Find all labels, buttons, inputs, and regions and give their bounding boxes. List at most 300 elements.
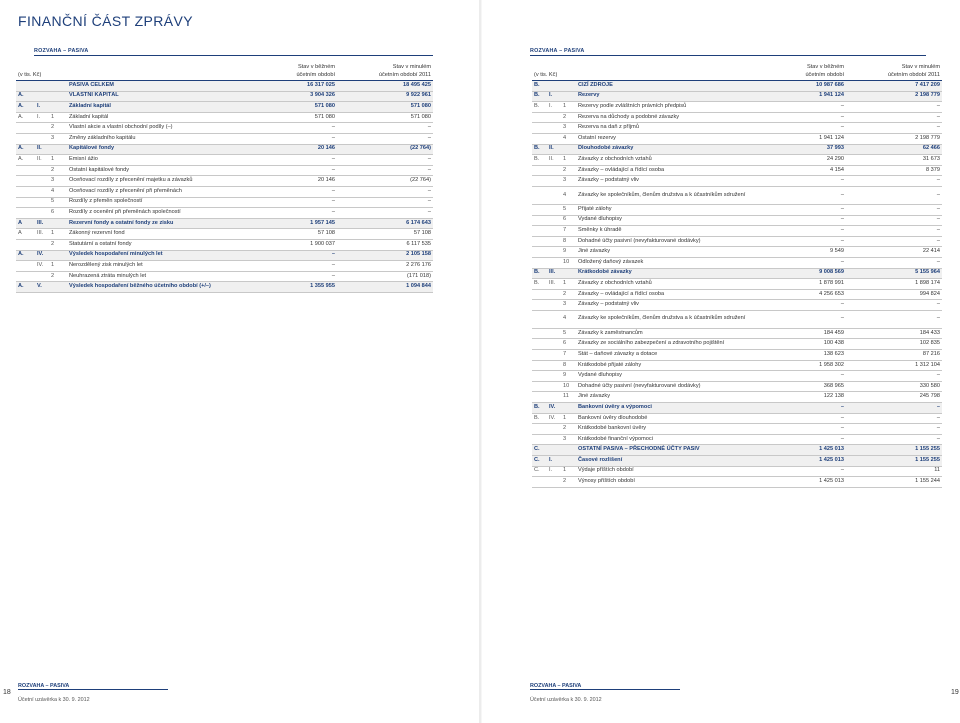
row-code-section: B. [532,279,547,290]
row-code-section [532,186,547,204]
row-current-value: 1 878 991 [754,279,846,290]
left-table-row [16,282,433,293]
left-header-row-2 [16,72,433,81]
row-code-item: 5 [561,204,576,215]
row-code-group [547,371,561,382]
row-code-item: 3 [561,123,576,134]
row-code-item: 9 [561,247,576,258]
row-label: Závazky z obchodních vztahů [576,279,754,290]
row-prior-value: 6 174 643 [337,218,433,229]
row-code-group [547,339,561,350]
row-code-group [35,123,49,134]
row-code-group: I. [547,91,561,102]
row-label: Závazky ke společníkům, členům družstva a k účastníkům sdružení [576,186,754,204]
left-table-row [16,218,433,229]
row-code-item [49,91,67,102]
right-table-row [532,360,942,371]
row-prior-value: – [846,403,942,414]
row-code-group: II. [547,155,561,166]
row-prior-value: 571 080 [337,112,433,123]
row-code-item: 1 [561,466,576,477]
row-code-item: 1 [561,102,576,113]
row-code-item [49,218,67,229]
row-current-value: 37 993 [754,144,846,155]
row-current-value: – [754,371,846,382]
row-current-value: 184 459 [754,328,846,339]
row-code-item [49,144,67,155]
row-label: Rezerva na důchody a podobné závazky [576,112,754,123]
row-code-group [35,208,49,219]
row-prior-value: – [846,300,942,311]
row-code-item [49,81,67,92]
right-table-row [532,392,942,403]
right-table-row [532,81,942,92]
row-code-section [532,350,547,361]
row-prior-value: 2 276 176 [337,261,433,272]
right-table-row [532,403,942,414]
row-code-item: 1 [561,155,576,166]
row-label: Výdaje příštích období [576,466,754,477]
row-current-value: 1 941 124 [754,133,846,144]
row-code-section: A. [16,250,35,261]
right-table-row [532,215,942,226]
right-table-row [532,236,942,247]
row-current-value: – [243,123,337,134]
row-label: Vydané dluhopisy [576,371,754,382]
row-code-group: III. [547,279,561,290]
row-prior-value: 62 466 [846,144,942,155]
row-code-section: C. [532,466,547,477]
row-prior-value: (22 764) [337,176,433,187]
left-col-prior-head: Stav v minulém [392,64,431,71]
row-code-section [16,165,35,176]
row-code-group [547,424,561,435]
row-code-item: 2 [49,165,67,176]
row-label: Rezerva na daň z příjmů [576,123,754,134]
row-current-value: – [243,155,337,166]
row-current-value: – [754,300,846,311]
row-code-section [532,381,547,392]
row-prior-value: 1 155 255 [846,445,942,456]
row-label: PASIVA CELKEM [67,81,243,92]
row-code-section [532,392,547,403]
right-table-row [532,155,942,166]
right-table-row [532,226,942,237]
row-prior-value: 8 379 [846,165,942,176]
row-current-value: 4 256 653 [754,289,846,300]
left-table-row [16,250,433,261]
row-prior-value: 184 433 [846,328,942,339]
row-prior-value: – [846,112,942,123]
row-label: Odložený daňový závazek [576,257,754,268]
row-label: Rozdíly z ocenění při přeměnách společností [67,208,243,219]
row-code-section [16,123,35,134]
row-code-item [561,445,576,456]
row-prior-value: 2 198 779 [846,133,942,144]
row-code-group [547,445,561,456]
row-code-section [532,236,547,247]
row-code-group [547,350,561,361]
row-prior-value: – [337,208,433,219]
right-table-row [532,310,942,328]
row-label: Dohadné účty pasivní (nevyfakturované dodávky) [576,381,754,392]
row-code-item [561,144,576,155]
row-prior-value: 5 155 964 [846,268,942,279]
row-current-value: 1 941 124 [754,91,846,102]
row-label: Emisní ážio [67,155,243,166]
row-code-group [35,133,49,144]
left-balance-table [16,64,433,293]
row-current-value: 368 965 [754,381,846,392]
right-table-row [532,456,942,467]
row-label: Ostatní rezervy [576,133,754,144]
row-label: Závazky ze sociálního zabezpečení a zdravotního pojištění [576,339,754,350]
row-code-section: B. [532,403,547,414]
row-prior-value: 1 155 244 [846,477,942,488]
row-code-item: 4 [561,186,576,204]
row-code-group [547,133,561,144]
row-current-value: – [754,257,846,268]
row-current-value: 571 080 [243,102,337,113]
right-page-number: 19 [951,689,959,696]
row-code-group [35,81,49,92]
row-code-item: 2 [49,123,67,134]
right-table-row [532,91,942,102]
row-prior-value: – [846,236,942,247]
row-code-group [547,165,561,176]
row-code-item: 1 [49,155,67,166]
row-code-item: 2 [561,289,576,300]
row-code-section [532,300,547,311]
row-code-group: II. [35,155,49,166]
row-label: Oceňovací rozdíly z přecenění majetku a závazků [67,176,243,187]
row-current-value: – [243,250,337,261]
right-table-row [532,434,942,445]
right-table-row [532,350,942,361]
row-code-group: I. [547,102,561,113]
row-code-section [532,371,547,382]
row-code-group [547,300,561,311]
row-code-group [547,236,561,247]
row-current-value: 57 108 [243,229,337,240]
row-code-section [532,165,547,176]
left-table-row [16,155,433,166]
right-col-prior-sub: účetním období 2011 [846,72,942,81]
right-col-current-head: Stav v běžném [807,64,844,71]
row-code-group [547,112,561,123]
row-label: Základní kapitál [67,112,243,123]
left-table-row [16,229,433,240]
row-code-item: 5 [49,197,67,208]
row-current-value: 1 900 037 [243,239,337,250]
left-header-row-1 [16,64,433,72]
right-header-row-1 [532,64,942,72]
row-code-item: 8 [561,236,576,247]
row-code-group: IV. [35,250,49,261]
row-current-value: 20 146 [243,176,337,187]
row-prior-value: – [846,424,942,435]
row-label: Bankovní úvěry a výpomoci [576,403,754,414]
row-prior-value: 1 094 844 [337,282,433,293]
row-code-item: 1 [49,229,67,240]
row-prior-value: (171 018) [337,271,433,282]
right-table-row [532,112,942,123]
row-code-section [532,424,547,435]
row-current-value: – [754,112,846,123]
right-table-row [532,133,942,144]
row-code-item: 1 [49,261,67,272]
row-label: Krátkodobé závazky [576,268,754,279]
row-prior-value: – [846,102,942,113]
row-label: Jiné závazky [576,247,754,258]
row-current-value: – [243,208,337,219]
left-table-row [16,123,433,134]
row-prior-value: 18 495 425 [337,81,433,92]
row-label: Výsledek hospodaření minulých let [67,250,243,261]
row-code-section [532,339,547,350]
left-table-row [16,186,433,197]
row-current-value: – [243,186,337,197]
row-label: Dlouhodobé závazky [576,144,754,155]
row-current-value: 571 080 [243,112,337,123]
row-current-value: – [243,133,337,144]
row-current-value: – [754,123,846,134]
right-footer-label: ROZVAHA – PASIVA [530,683,582,689]
row-code-section [532,289,547,300]
right-page [482,0,960,723]
row-code-group [35,165,49,176]
left-table-row [16,112,433,123]
row-prior-value: – [846,204,942,215]
row-current-value: – [243,261,337,272]
row-label: Závazky – podstatný vliv [576,300,754,311]
row-prior-value: 1 898 174 [846,279,942,290]
row-label: Ostatní kapitálové fondy [67,165,243,176]
row-prior-value: 2 198 779 [846,91,942,102]
right-table-row [532,176,942,187]
row-code-group [547,477,561,488]
left-table-row [16,176,433,187]
row-code-item: 2 [561,477,576,488]
row-code-item: 10 [561,381,576,392]
row-code-group [35,186,49,197]
row-code-section [532,477,547,488]
row-label: Závazky – ovládající a řídící osoba [576,289,754,300]
row-code-section [532,133,547,144]
right-table-row [532,123,942,134]
row-current-value: – [754,236,846,247]
row-current-value: – [754,466,846,477]
row-label: Vydané dluhopisy [576,215,754,226]
right-balance-table [532,64,942,488]
row-code-section: A [16,218,35,229]
row-label: Oceňovací rozdíly z přecenění při přeměnách [67,186,243,197]
left-page-number: 18 [3,689,11,696]
row-label: Stát – daňové závazky a dotace [576,350,754,361]
right-section-rule [530,55,926,56]
row-code-item: 3 [561,434,576,445]
row-prior-value: – [846,123,942,134]
row-prior-value: 87 216 [846,350,942,361]
row-code-item: 8 [561,360,576,371]
row-code-group [547,360,561,371]
row-code-item: 4 [561,310,576,328]
row-code-group [35,91,49,102]
row-code-group [547,186,561,204]
row-code-group: II. [35,144,49,155]
row-code-group [547,328,561,339]
row-code-item: 1 [561,413,576,424]
left-footer-subtitle: Účetní uzávěrka k 30. 9. 2012 [18,697,90,703]
page-title: FINANČNÍ ČÁST ZPRÁVY [18,13,193,29]
row-current-value: 100 438 [754,339,846,350]
row-current-value: – [243,165,337,176]
right-table-row [532,268,942,279]
row-label: Rezervní fondy a ostatní fondy ze zisku [67,218,243,229]
row-label: Závazky – ovládající a řídící osoba [576,165,754,176]
row-current-value: – [754,102,846,113]
left-table-row [16,271,433,282]
row-code-item: 2 [561,424,576,435]
row-code-group [547,257,561,268]
row-label: VLASTNÍ KAPITÁL [67,91,243,102]
row-label: Statutární a ostatní fondy [67,239,243,250]
row-prior-value: 9 922 961 [337,91,433,102]
row-label: Výnosy příštích období [576,477,754,488]
left-page [0,0,479,723]
row-code-group [547,81,561,92]
row-code-section [532,328,547,339]
row-code-section: C. [532,445,547,456]
left-col-current-head: Stav v běžném [298,64,335,71]
row-label: Rozdíly z přeměn společností [67,197,243,208]
left-footer-rule [18,689,168,690]
row-code-item: 9 [561,371,576,382]
row-code-section [16,81,35,92]
row-prior-value: 571 080 [337,102,433,113]
row-current-value: 1 425 013 [754,445,846,456]
row-code-section: B. [532,413,547,424]
row-current-value: 122 138 [754,392,846,403]
row-code-item: 6 [561,215,576,226]
row-code-section: A. [16,144,35,155]
row-current-value: – [754,403,846,414]
row-code-group: V. [35,282,49,293]
row-code-group [35,271,49,282]
row-label: Směnky k úhradě [576,226,754,237]
row-code-item: 2 [561,112,576,123]
row-prior-value: – [337,133,433,144]
row-code-section [16,239,35,250]
row-code-item [49,250,67,261]
row-label: Kapitálové fondy [67,144,243,155]
row-prior-value: – [846,186,942,204]
row-code-group: I. [547,466,561,477]
row-current-value: – [754,204,846,215]
row-prior-value: 6 117 535 [337,239,433,250]
row-code-item [49,282,67,293]
row-code-section [532,204,547,215]
right-unit-label: (v tis. Kč) [532,72,754,81]
row-code-section: A [16,229,35,240]
right-table-row [532,289,942,300]
row-code-section: A. [16,282,35,293]
left-table-row [16,91,433,102]
row-code-section: A. [16,155,35,166]
right-table-row [532,144,942,155]
row-label: Nerozdělený zisk minulých let [67,261,243,272]
row-code-section [16,133,35,144]
row-prior-value: 31 673 [846,155,942,166]
row-code-item: 3 [561,300,576,311]
row-code-item: 4 [49,186,67,197]
row-prior-value: 22 414 [846,247,942,258]
left-table-row [16,165,433,176]
row-current-value: – [754,226,846,237]
right-table-row [532,339,942,350]
right-section-label: ROZVAHA – PASIVA [530,48,585,54]
row-code-section [16,197,35,208]
row-label: Změny základního kapitálu [67,133,243,144]
row-prior-value: 11 [846,466,942,477]
row-current-value: 4 154 [754,165,846,176]
row-code-section: A. [16,102,35,113]
right-table-row [532,165,942,176]
row-label: Krátkodobé bankovní úvěry [576,424,754,435]
row-prior-value: 7 417 209 [846,81,942,92]
row-code-section [16,208,35,219]
row-label: Jiné závazky [576,392,754,403]
row-code-group [547,289,561,300]
row-prior-value: (22 764) [337,144,433,155]
row-code-group: I. [35,102,49,113]
row-code-section: B. [532,144,547,155]
row-current-value: 1 355 955 [243,282,337,293]
left-col-current-sub: účetním období [243,72,337,81]
left-table-row [16,197,433,208]
row-label: Závazky ke společníkům, členům družstva a k účastníkům sdružení [576,310,754,328]
row-code-item: 1 [561,279,576,290]
row-code-section [532,176,547,187]
row-current-value: – [754,310,846,328]
row-label: Krátkodobé finanční výpomoci [576,434,754,445]
row-current-value: – [754,424,846,435]
row-code-group: III. [35,218,49,229]
row-prior-value: – [846,310,942,328]
row-code-section [532,226,547,237]
right-footer-rule [530,689,680,690]
row-code-group [547,176,561,187]
row-prior-value: 1 155 255 [846,456,942,467]
row-prior-value: – [337,186,433,197]
row-label: Krátkodobé přijaté zálohy [576,360,754,371]
row-code-section [16,271,35,282]
row-code-group [547,310,561,328]
row-current-value: 1 425 013 [754,477,846,488]
row-code-group: III. [35,229,49,240]
right-col-current-sub: účetním období [754,72,846,81]
left-footer-label: ROZVAHA – PASIVA [18,683,70,689]
row-label: Přijaté zálohy [576,204,754,215]
row-code-item: 7 [561,350,576,361]
row-code-section: A. [16,112,35,123]
row-code-group [35,197,49,208]
right-table-row [532,381,942,392]
row-code-group: III. [547,268,561,279]
row-code-item: 6 [49,208,67,219]
row-label: Závazky z obchodních vztahů [576,155,754,166]
right-table-row [532,477,942,488]
